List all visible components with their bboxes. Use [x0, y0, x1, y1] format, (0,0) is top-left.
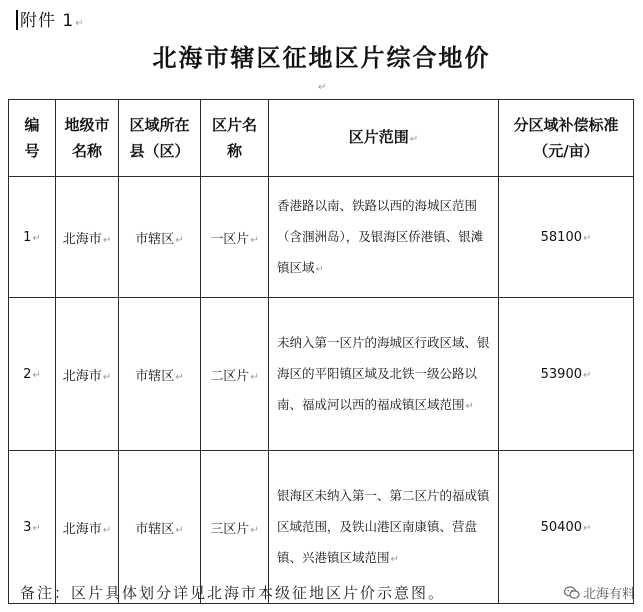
watermark-text: 北海有料 [582, 587, 635, 602]
table-row [9, 451, 634, 604]
cell-range: 未纳入第一区片的海城区行政区域、银海区的平阳镇区域及北铁一级公路以南、福成河以西的福成镇区域范围↵ [269, 298, 499, 451]
attachment-label-text: 附件 1 [20, 11, 75, 31]
cell-zone: 一区片↵ [201, 177, 269, 298]
header-price: 分区域补偿标准 （元/亩） [499, 100, 634, 177]
cell-county: 市辖区↵ [119, 298, 201, 451]
cell-zone: 三区片↵ [201, 451, 269, 604]
watermark [564, 583, 635, 602]
cell-range: 银海区未纳入第一、第二区片的福成镇区域范围，及铁山港区南康镇、营盘镇、兴港镇区域范围↵ [269, 451, 499, 604]
table-header-row [9, 100, 634, 177]
cell-city: 北海市↵ [56, 177, 119, 298]
text-cursor [16, 10, 18, 30]
cell-zone: 二区片↵ [201, 298, 269, 451]
cell-price: 53900↵ [499, 298, 634, 451]
cell-city: 北海市↵ [56, 451, 119, 604]
paragraph-mark-icon: ↵ [409, 133, 419, 145]
paragraph-mark-icon: ↵ [318, 82, 327, 93]
cell-city: 北海市↵ [56, 298, 119, 451]
cell-no: 1↵ [9, 177, 56, 298]
header-city: 地级市 名称 [56, 100, 119, 177]
paragraph-mark-icon: ↵ [75, 18, 85, 29]
cell-price: 50400↵ [499, 451, 634, 604]
header-zone: 区片名 称 [201, 100, 269, 177]
cell-county: 市辖区↵ [119, 177, 201, 298]
cell-no: 2↵ [9, 298, 56, 451]
cell-range: 香港路以南、铁路以西的海城区范围（含涠洲岛），及银海区侨港镇、银滩镇区域↵ [269, 177, 499, 298]
footnote: 备注：区片具体划分详见北海市本级征地区片价示意图。 [20, 584, 446, 602]
header-no: 编 号 [9, 100, 56, 177]
header-county: 区域所在 县（区） [119, 100, 201, 177]
wechat-icon [564, 586, 580, 600]
table-row [9, 177, 634, 298]
header-range: 区片范围↵ [269, 100, 499, 177]
table-row [9, 298, 634, 451]
cell-no: 3↵ [9, 451, 56, 604]
cell-price: 58100↵ [499, 177, 634, 298]
cell-county: 市辖区↵ [119, 451, 201, 604]
land-price-table [8, 99, 634, 604]
attachment-label [16, 6, 85, 31]
page-title: 北海市辖区征地区片综合地价 [152, 44, 491, 72]
